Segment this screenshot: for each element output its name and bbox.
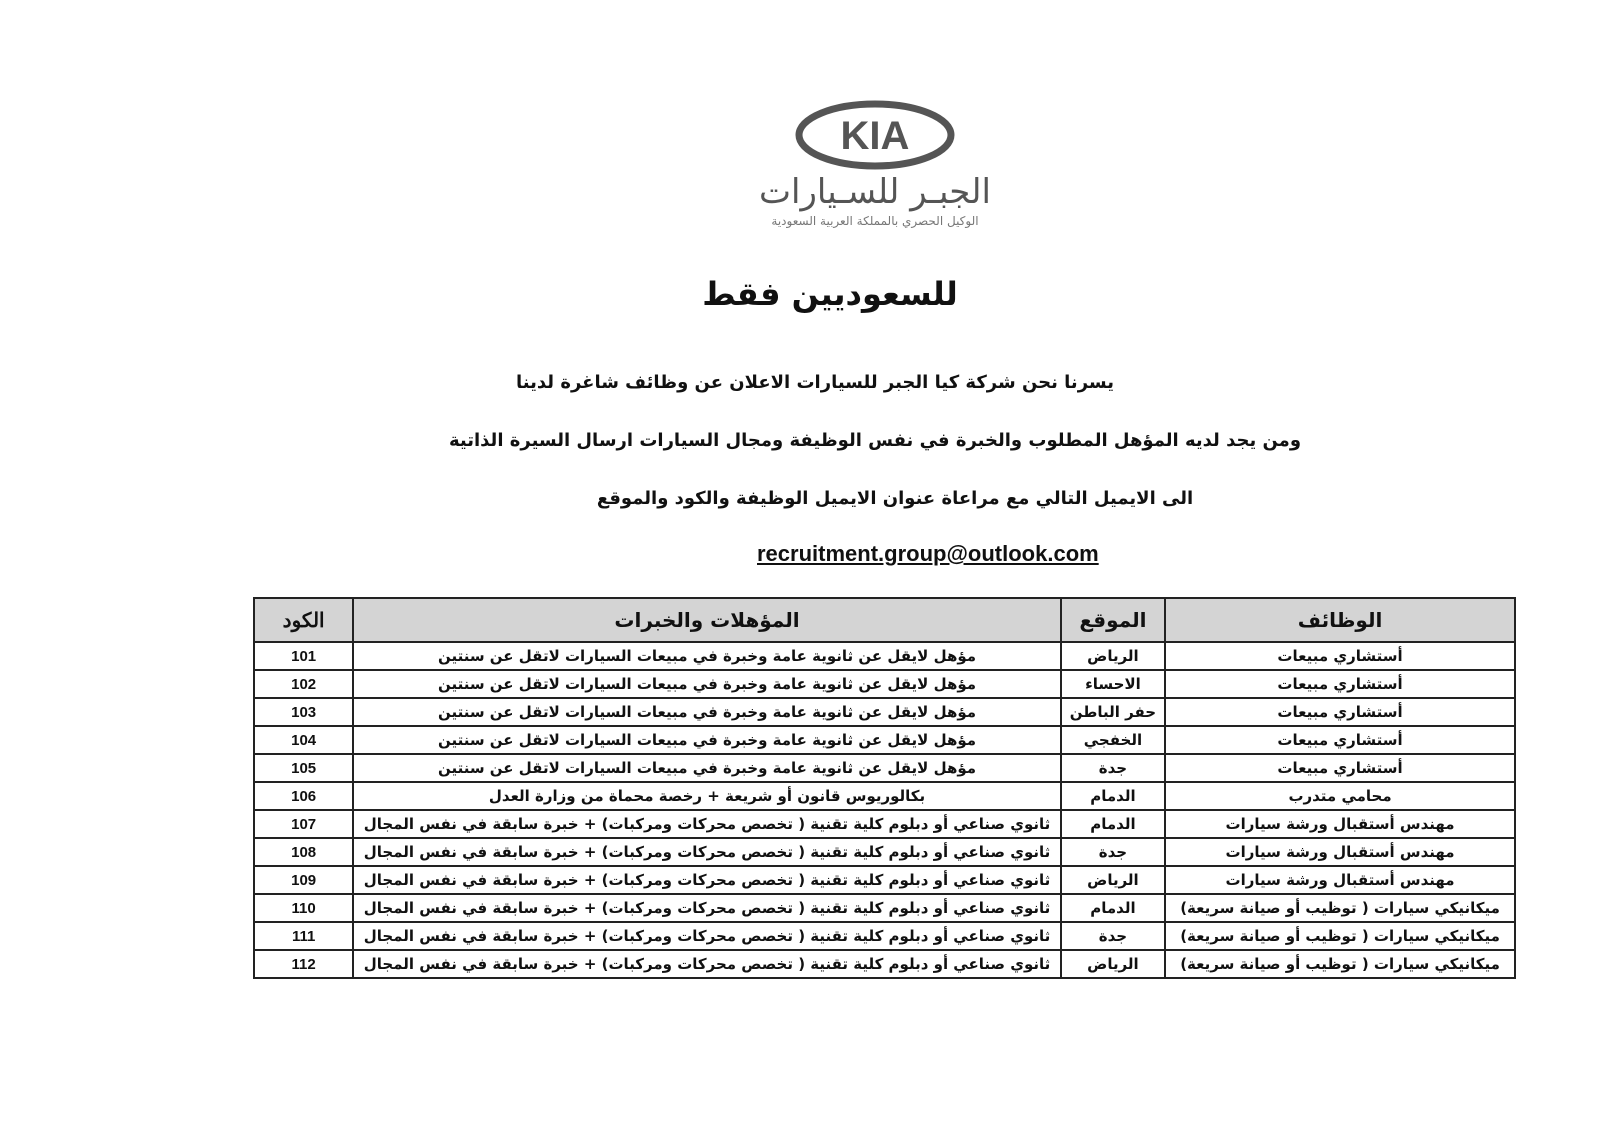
- recruitment-email-link[interactable]: recruitment.group@outlook.com: [757, 541, 1099, 566]
- cell-qualifications: مؤهل لايقل عن ثانوية عامة وخبرة في مبيعات السيارات لاتقل عن سنتين: [353, 754, 1060, 782]
- table-row: [254, 922, 1515, 950]
- cell-job: ميكانيكي سيارات ( توظيب أو صيانة سريعة): [1165, 950, 1515, 978]
- cell-qualifications: ثانوي صناعي أو دبلوم كلية تقنية ( تخصص محركات ومركبات) + خبرة سابقة في نفس المجال: [353, 838, 1060, 866]
- cell-code: 107: [254, 810, 353, 838]
- cell-job: أستشاري مبيعات: [1165, 754, 1515, 782]
- cell-job: مهندس أستقبال ورشة سيارات: [1165, 838, 1515, 866]
- cell-qualifications: ثانوي صناعي أو دبلوم كلية تقنية ( تخصص محركات ومركبات) + خبرة سابقة في نفس المجال: [353, 866, 1060, 894]
- table-row: [254, 754, 1515, 782]
- table-row: [254, 810, 1515, 838]
- table-row: [254, 838, 1515, 866]
- table-row: [254, 698, 1515, 726]
- header-qualifications: المؤهلات والخبرات: [353, 598, 1060, 642]
- table-row: [254, 950, 1515, 978]
- cell-qualifications: ثانوي صناعي أو دبلوم كلية تقنية ( تخصص محركات ومركبات) + خبرة سابقة في نفس المجال: [353, 950, 1060, 978]
- cell-job: ميكانيكي سيارات ( توظيب أو صيانة سريعة): [1165, 894, 1515, 922]
- cell-location: الدمام: [1061, 894, 1165, 922]
- cell-job: أستشاري مبيعات: [1165, 670, 1515, 698]
- cell-job: ميكانيكي سيارات ( توظيب أو صيانة سريعة): [1165, 922, 1515, 950]
- kia-logo-icon: [795, 100, 955, 170]
- cell-code: 110: [254, 894, 353, 922]
- cell-code: 106: [254, 782, 353, 810]
- cell-job: مهندس أستقبال ورشة سيارات: [1165, 866, 1515, 894]
- cell-qualifications: مؤهل لايقل عن ثانوية عامة وخبرة في مبيعات السيارات لاتقل عن سنتين: [353, 642, 1060, 670]
- cell-location: جدة: [1061, 922, 1165, 950]
- table-header-row: [254, 598, 1515, 642]
- cell-qualifications: مؤهل لايقل عن ثانوية عامة وخبرة في مبيعات السيارات لاتقل عن سنتين: [353, 726, 1060, 754]
- cell-job: أستشاري مبيعات: [1165, 726, 1515, 754]
- cell-job: محامي متدرب: [1165, 782, 1515, 810]
- header-location: الموقع: [1061, 598, 1165, 642]
- cell-location: الاحساء: [1061, 670, 1165, 698]
- cell-qualifications: ثانوي صناعي أو دبلوم كلية تقنية ( تخصص محركات ومركبات) + خبرة سابقة في نفس المجال: [353, 922, 1060, 950]
- intro-line-2: ومن يجد لديه المؤهل المطلوب والخبرة في نفس الوظيفة ومجال السيارات ارسال السيرة الذاتية: [448, 430, 1302, 451]
- cell-location: الدمام: [1061, 810, 1165, 838]
- cell-job: مهندس أستقبال ورشة سيارات: [1165, 810, 1515, 838]
- page-title: للسعوديين فقط: [702, 275, 958, 313]
- cell-code: 108: [254, 838, 353, 866]
- table-row: [254, 894, 1515, 922]
- cell-location: جدة: [1061, 754, 1165, 782]
- cell-code: 103: [254, 698, 353, 726]
- cell-code: 104: [254, 726, 353, 754]
- cell-location: الرياض: [1061, 950, 1165, 978]
- cell-location: الرياض: [1061, 642, 1165, 670]
- logo-tagline: الوكيل الحصري بالمملكة العربية السعودية: [771, 214, 979, 228]
- table-row: [254, 642, 1515, 670]
- table-row: [254, 726, 1515, 754]
- cell-location: الدمام: [1061, 782, 1165, 810]
- cell-location: الرياض: [1061, 866, 1165, 894]
- cell-job: أستشاري مبيعات: [1165, 642, 1515, 670]
- logo-arabic-name: الجبـر للسـيارات: [759, 172, 991, 212]
- cell-code: 109: [254, 866, 353, 894]
- cell-qualifications: مؤهل لايقل عن ثانوية عامة وخبرة في مبيعات السيارات لاتقل عن سنتين: [353, 670, 1060, 698]
- intro-line-1: يسرنا نحن شركة كيا الجبر للسيارات الاعلان عن وظائف شاغرة لدينا: [516, 372, 1114, 393]
- table-row: [254, 782, 1515, 810]
- cell-qualifications: بكالوريوس قانون أو شريعة + رخصة محماة من وزارة العدل: [353, 782, 1060, 810]
- table-row: [254, 670, 1515, 698]
- intro-line-3: الى الايميل التالي مع مراعاة عنوان الايميل الوظيفة والكود والموقع: [596, 488, 1194, 509]
- cell-qualifications: ثانوي صناعي أو دبلوم كلية تقنية ( تخصص محركات ومركبات) + خبرة سابقة في نفس المجال: [353, 894, 1060, 922]
- cell-location: جدة: [1061, 838, 1165, 866]
- header-code: الكود: [254, 598, 353, 642]
- cell-code: 111: [254, 922, 353, 950]
- logo-brand-text: KIA: [840, 114, 910, 158]
- company-logo: [740, 100, 1010, 240]
- cell-code: 102: [254, 670, 353, 698]
- cell-code: 112: [254, 950, 353, 978]
- header-job: الوظائف: [1165, 598, 1515, 642]
- cell-location: حفر الباطن: [1061, 698, 1165, 726]
- cell-qualifications: مؤهل لايقل عن ثانوية عامة وخبرة في مبيعات السيارات لاتقل عن سنتين: [353, 698, 1060, 726]
- table-row: [254, 866, 1515, 894]
- cell-code: 101: [254, 642, 353, 670]
- cell-qualifications: ثانوي صناعي أو دبلوم كلية تقنية ( تخصص محركات ومركبات) + خبرة سابقة في نفس المجال: [353, 810, 1060, 838]
- cell-job: أستشاري مبيعات: [1165, 698, 1515, 726]
- cell-location: الخفجي: [1061, 726, 1165, 754]
- jobs-table: [253, 597, 1516, 979]
- cell-code: 105: [254, 754, 353, 782]
